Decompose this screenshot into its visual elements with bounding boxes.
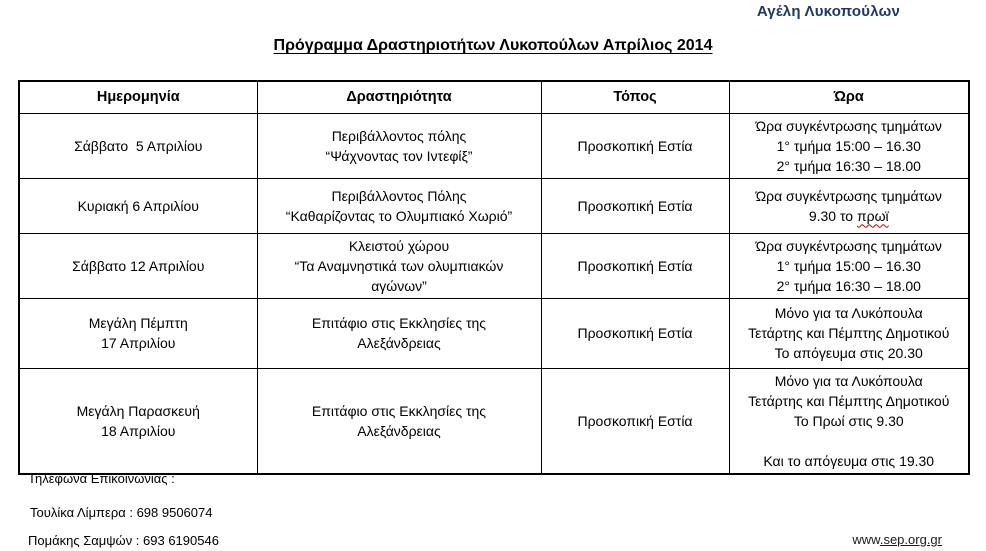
cell-line: 2° τμήμα 16:30 – 18.00 — [776, 157, 921, 174]
cell-line: Και το απόγευμα στις 19.30 — [763, 452, 935, 469]
column-header: Δραστηριότητα — [257, 81, 541, 113]
cell-line: “Τα Αναμνηστικά των ολυμπιακών — [294, 257, 504, 274]
cell-line — [734, 431, 965, 451]
contact-phone-1: Τουλίκα Λίμπερα : 698 9506074 — [30, 505, 213, 520]
cell-line: Προσκοπική Εστία — [577, 412, 693, 429]
table-row — [19, 368, 969, 474]
cell-line: Προσκοπική Εστία — [577, 325, 693, 341]
cell-line: Αλεξάνδρειας — [357, 422, 441, 439]
cell-line: Περιβάλλοντος Πόλης — [331, 187, 467, 204]
table-cell — [19, 233, 257, 298]
table-cell — [19, 298, 257, 368]
table-cell — [729, 298, 969, 368]
cell-line: Κυριακή 6 Απριλίου — [77, 197, 199, 214]
table-header-row — [19, 81, 969, 113]
cell-line: 2° τμήμα 16:30 – 18.00 — [776, 277, 921, 294]
cell-line: Μόνο για τα Λυκόπουλα — [774, 372, 923, 389]
cell-line: “Καθαρίζοντας το Ολυμπιακό Χωριό” — [285, 207, 513, 224]
column-header: Ώρα — [729, 81, 969, 113]
cell-line: Αλεξάνδρειας — [357, 335, 441, 351]
table-row — [19, 298, 969, 368]
cell-line: Το Πρωί στις 9.30 — [793, 412, 904, 429]
table-cell — [729, 368, 969, 474]
table-cell — [257, 368, 541, 474]
cell-line: Μεγάλη Πέμπτη — [88, 315, 188, 331]
table-cell — [19, 368, 257, 474]
cell-line: Κλειστού χώρου — [348, 237, 450, 254]
table-cell — [541, 178, 729, 233]
table-cell — [541, 233, 729, 298]
table-cell — [729, 113, 969, 178]
table-cell — [19, 113, 257, 178]
contact-phone-2: Πομάκης Σαμψών : 693 6190546 — [28, 533, 219, 548]
page-title: Πρόγραμμα Δραστηριοτήτων Λυκοπούλων Απρίλιος 2014 — [273, 37, 713, 54]
cell-line: Προσκοπική Εστία — [577, 137, 693, 154]
cell-line: αγώνων” — [371, 277, 427, 294]
contact-heading: Τηλέφωνα Επικοινωνίας : — [28, 471, 175, 486]
table-cell — [257, 178, 541, 233]
cell-line: 18 Απριλίου — [101, 422, 176, 439]
cell-line: Ώρα συγκέντρωσης τμημάτων — [755, 117, 942, 134]
cell-line: Μεγάλη Παρασκευή — [76, 402, 200, 419]
cell-line: Προσκοπική Εστία — [577, 257, 693, 274]
table-row — [19, 113, 969, 178]
table-cell — [729, 233, 969, 298]
table-cell — [19, 178, 257, 233]
cell-line: Προσκοπική Εστία — [577, 197, 693, 214]
cell-line: Σάββατο 12 Απριλίου — [72, 257, 205, 274]
table-cell — [541, 298, 729, 368]
table-cell — [257, 298, 541, 368]
table-row — [19, 178, 969, 233]
cell-line: Ώρα συγκέντρωσης τμημάτων — [755, 187, 942, 204]
schedule-table — [18, 80, 970, 475]
cell-line: “Ψάχνοντας τον Ιντεφίξ” — [325, 147, 473, 164]
table-cell — [257, 113, 541, 178]
cell-line: 1° τμήμα 15:00 – 16.30 — [776, 257, 921, 274]
cell-line: Το απόγευμα στις 20.30 — [774, 345, 923, 361]
table-cell — [257, 233, 541, 298]
cell-line: Επιτάφιο στις Εκκλησίες της — [311, 402, 487, 419]
website-prefix: www — [852, 532, 880, 547]
cell-line: 1° τμήμα 15:00 – 16.30 — [776, 137, 921, 154]
cell-line: Περιβάλλοντος πόλης — [331, 127, 467, 144]
cell-line: Ώρα συγκέντρωσης τμημάτων — [755, 237, 942, 254]
cell-line: 17 Απριλίου — [101, 335, 176, 351]
table-row — [19, 233, 969, 298]
cell-line — [734, 206, 965, 226]
column-header: Ημερομηνία — [19, 81, 257, 113]
cell-line: Τετάρτης και Πέμπτης Δημοτικού — [748, 325, 950, 341]
cell-line: Επιτάφιο στις Εκκλησίες της — [311, 315, 487, 331]
cell-line: Σάββατο 5 Απριλίου — [74, 137, 203, 154]
org-heading: Αγέλη Λυκοπούλων — [756, 3, 900, 20]
cell-line: Τετάρτης και Πέμπτης Δημοτικού — [748, 392, 950, 409]
misspelled-word: πρωϊ — [856, 207, 889, 224]
table-cell — [729, 178, 969, 233]
text-segment: 9.30 το — [808, 207, 857, 224]
website-underlined-part: .sep.org.gr — [879, 532, 942, 547]
table-cell — [541, 113, 729, 178]
cell-line: Μόνο για τα Λυκόπουλα — [774, 305, 923, 321]
table-cell — [541, 368, 729, 474]
website-link[interactable] — [852, 532, 942, 547]
column-header: Τόπος — [541, 81, 729, 113]
